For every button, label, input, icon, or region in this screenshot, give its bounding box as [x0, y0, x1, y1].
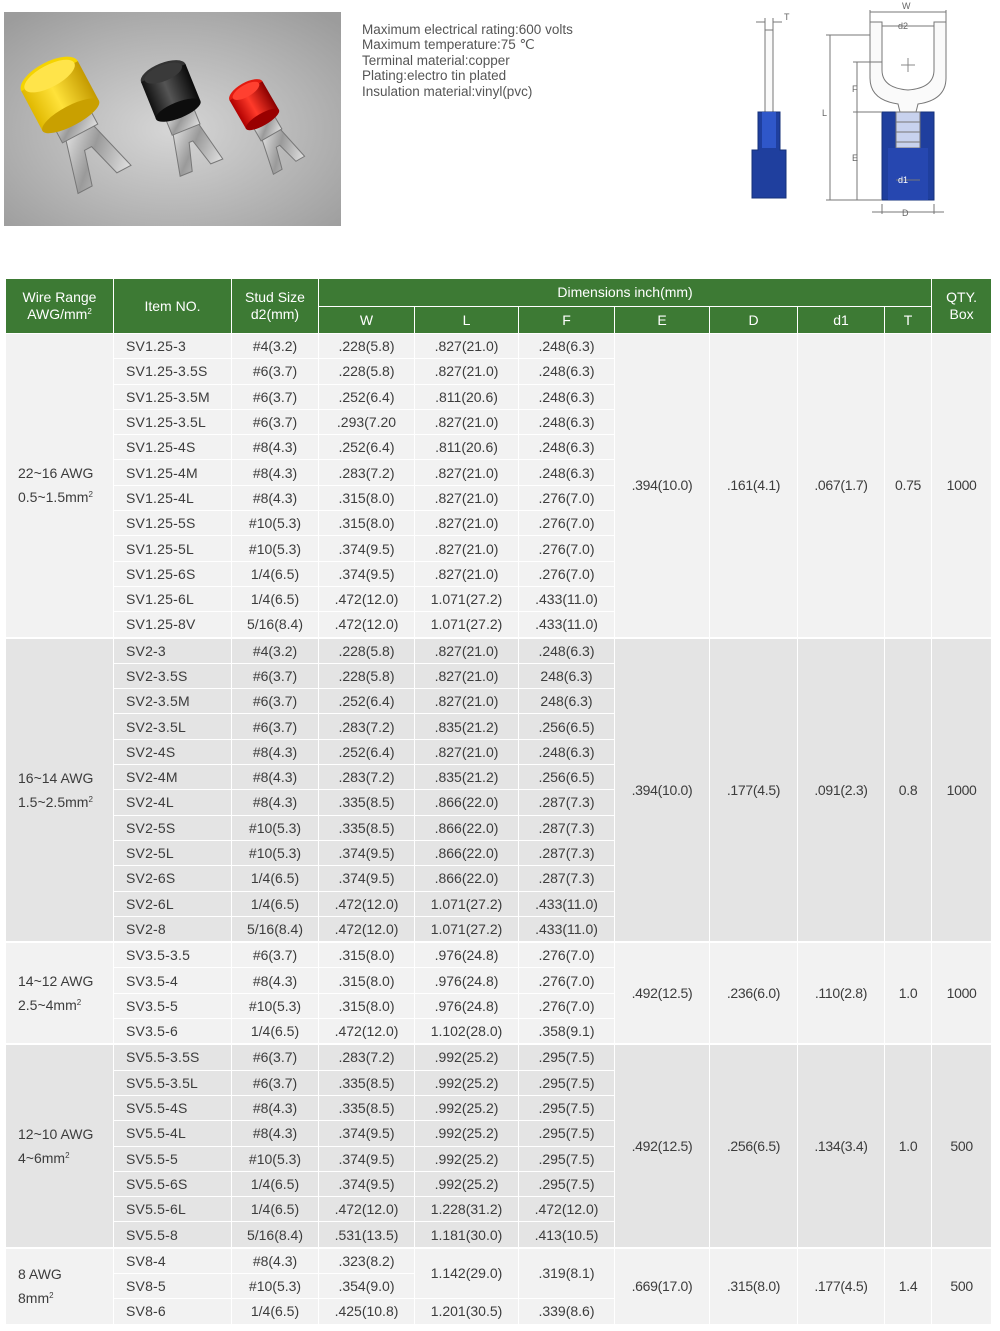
l-cell: .827(21.0) — [415, 485, 519, 510]
l-cell: 1.142(29.0) — [415, 1248, 519, 1299]
stud-size-cell: #8(4.3) — [232, 739, 319, 764]
w-cell: .374(9.5) — [319, 866, 415, 891]
w-cell: .374(9.5) — [319, 561, 415, 586]
header-wire-range: Wire Range AWG/$mm^2$ — [6, 279, 114, 334]
item-no-cell: SV1.25-3.5S — [114, 359, 232, 384]
t-cell: 0.8 — [885, 638, 932, 943]
w-cell: .283(7.2) — [319, 714, 415, 739]
wire-range-cell: 8 AWG $8mm^2$ — [6, 1248, 114, 1324]
stud-size-cell: #8(4.3) — [232, 765, 319, 790]
l-cell: .992(25.2) — [415, 1121, 519, 1146]
mm-label: 1.5~2.5mm — [18, 793, 89, 810]
awg-label: 14~12 AWG — [18, 973, 94, 990]
w-cell: .335(8.5) — [319, 790, 415, 815]
header-stud-size: Stud Size d2(mm) — [232, 279, 319, 334]
item-no-cell: SV3.5-6 — [114, 1019, 232, 1045]
front-view — [826, 10, 946, 214]
stud-size-cell: #6(3.7) — [232, 384, 319, 409]
item-no-cell: SV1.25-5S — [114, 511, 232, 536]
w-cell: .252(6.4) — [319, 384, 415, 409]
wire-range-cell: 16~14 AWG $1.5\sim 2.5mm^2$ — [6, 638, 114, 943]
mm-label: 2.5~4mm — [18, 997, 77, 1014]
item-no-cell: SV2-3 — [114, 638, 232, 664]
item-no-cell: SV2-3.5S — [114, 663, 232, 688]
f-cell: .287(7.3) — [519, 815, 615, 840]
l-cell: .992(25.2) — [415, 1044, 519, 1070]
item-no-cell: SV5.5-3.5L — [114, 1070, 232, 1095]
item-no-cell: SV3.5-5 — [114, 993, 232, 1018]
item-no-cell: SV1.25-8V — [114, 612, 232, 638]
l-cell: .827(21.0) — [415, 638, 519, 664]
f-cell: .248(6.3) — [519, 435, 615, 460]
item-no-cell: SV8-5 — [114, 1273, 232, 1298]
table-row — [6, 1044, 992, 1070]
header-qty: QTY. Box — [932, 279, 992, 334]
wire-range-cell: 22~16 AWG $0.5\sim 1.5mm^2$ — [6, 334, 114, 638]
f-cell: .295(7.5) — [519, 1171, 615, 1196]
stud-size-cell: #6(3.7) — [232, 663, 319, 688]
l-cell: .827(21.0) — [415, 359, 519, 384]
item-no-cell: SV2-6S — [114, 866, 232, 891]
l-cell: .835(21.2) — [415, 765, 519, 790]
mm-label: 4~6mm — [18, 1150, 66, 1166]
l-cell: .811(20.6) — [415, 384, 519, 409]
l-cell: .992(25.2) — [415, 1146, 519, 1171]
awg-label: 12~10 AWG — [18, 1126, 94, 1142]
item-no-cell: SV2-3.5L — [114, 714, 232, 739]
item-no-cell: SV1.25-4M — [114, 460, 232, 485]
item-no-cell: SV2-6L — [114, 891, 232, 916]
stud-size-cell: #8(4.3) — [232, 968, 319, 993]
stud-size-cell: #6(3.7) — [232, 1044, 319, 1070]
d1-cell: .110(2.8) — [798, 942, 885, 1044]
stud-size-cell: 5/16(8.4) — [232, 612, 319, 638]
item-no-cell: SV5.5-4S — [114, 1095, 232, 1120]
l-cell: 1.102(28.0) — [415, 1019, 519, 1045]
item-no-cell: SV2-4S — [114, 739, 232, 764]
table-row — [6, 334, 992, 359]
item-no-cell: SV5.5-4L — [114, 1121, 232, 1146]
item-no-cell: SV2-5L — [114, 840, 232, 865]
f-cell: .358(9.1) — [519, 1019, 615, 1045]
f-cell: .287(7.3) — [519, 840, 615, 865]
item-no-cell: SV2-5S — [114, 815, 232, 840]
l-cell: .992(25.2) — [415, 1095, 519, 1120]
stud-size-cell: #4(3.2) — [232, 334, 319, 359]
w-cell: .283(7.2) — [319, 765, 415, 790]
item-no-cell: SV3.5-3.5 — [114, 942, 232, 968]
awg-label: 8 AWG — [18, 1266, 62, 1283]
item-no-cell: SV5.5-8 — [114, 1222, 232, 1248]
header-E: E — [615, 307, 710, 334]
label-d2: d2 — [898, 21, 909, 31]
stud-size-cell: #6(3.7) — [232, 942, 319, 968]
item-no-cell: SV1.25-4L — [114, 485, 232, 510]
item-no-cell: SV8-6 — [114, 1299, 232, 1324]
item-no-cell: SV1.25-6L — [114, 586, 232, 611]
spec-insulation: Insulation material:vinyl(pvc) — [362, 83, 533, 99]
f-cell: .248(6.3) — [519, 739, 615, 764]
l-cell: .827(21.0) — [415, 409, 519, 434]
w-cell: .335(8.5) — [319, 1095, 415, 1120]
d-cell: .177(4.5) — [710, 638, 798, 943]
stud-size-cell: 1/4(6.5) — [232, 1299, 319, 1324]
header-item-no: Item NO. — [114, 279, 232, 334]
mm-label: 8mm — [18, 1290, 50, 1307]
d-cell: .256(6.5) — [710, 1044, 798, 1247]
e-cell: .394(10.0) — [615, 334, 710, 638]
specification-table — [5, 278, 992, 1325]
item-no-cell: SV5.5-6L — [114, 1197, 232, 1222]
f-cell: .287(7.3) — [519, 866, 615, 891]
stud-size-cell: #10(5.3) — [232, 511, 319, 536]
qty-cell: 1000 — [932, 638, 992, 943]
item-no-cell: SV1.25-5L — [114, 536, 232, 561]
stud-size-cell: #8(4.3) — [232, 790, 319, 815]
w-cell: .315(8.0) — [319, 511, 415, 536]
l-cell: .827(21.0) — [415, 536, 519, 561]
w-cell: .472(12.0) — [319, 1197, 415, 1222]
wire-range-cell: 12~10 AWG $4\sim 6mm^2$ — [6, 1044, 114, 1247]
f-cell: .276(7.0) — [519, 968, 615, 993]
w-cell: .283(7.2) — [319, 1044, 415, 1070]
f-cell: .276(7.0) — [519, 485, 615, 510]
w-cell: .354(9.0) — [319, 1273, 415, 1298]
stud-size-cell: #6(3.7) — [232, 689, 319, 714]
mm-label: 0.5~1.5mm — [18, 489, 89, 506]
stud-size-cell: 1/4(6.5) — [232, 586, 319, 611]
stud-size-cell: #10(5.3) — [232, 840, 319, 865]
f-cell: .472(12.0) — [519, 1197, 615, 1222]
w-cell: .374(9.5) — [319, 1121, 415, 1146]
item-no-cell: SV8-4 — [114, 1248, 232, 1274]
f-cell: .433(11.0) — [519, 612, 615, 638]
item-no-cell: SV2-3.5M — [114, 689, 232, 714]
f-cell: .295(7.5) — [519, 1095, 615, 1120]
stud-size-cell: 1/4(6.5) — [232, 866, 319, 891]
stud-size-cell: #6(3.7) — [232, 409, 319, 434]
l-cell: .866(22.0) — [415, 866, 519, 891]
stud-size-cell: #8(4.3) — [232, 485, 319, 510]
f-cell: .433(11.0) — [519, 586, 615, 611]
label-W: W — [902, 1, 911, 11]
w-cell: .252(6.4) — [319, 739, 415, 764]
l-cell: 1.181(30.0) — [415, 1222, 519, 1248]
stud-size-cell: #10(5.3) — [232, 536, 319, 561]
f-cell: 248(6.3) — [519, 663, 615, 688]
side-view — [752, 18, 786, 198]
stud-size-cell: 5/16(8.4) — [232, 1222, 319, 1248]
item-no-cell: SV1.25-3.5M — [114, 384, 232, 409]
stud-size-cell: 1/4(6.5) — [232, 1171, 319, 1196]
stud-size-cell: #8(4.3) — [232, 460, 319, 485]
f-cell: .256(6.5) — [519, 714, 615, 739]
l-cell: .827(21.0) — [415, 739, 519, 764]
stud-size-cell: #6(3.7) — [232, 1070, 319, 1095]
product-photo — [4, 12, 341, 226]
f-cell: .276(7.0) — [519, 511, 615, 536]
technical-drawing — [740, 0, 990, 225]
f-cell: .248(6.3) — [519, 384, 615, 409]
w-cell: .252(6.4) — [319, 689, 415, 714]
header-D: D — [710, 307, 798, 334]
item-no-cell: SV1.25-4S — [114, 435, 232, 460]
f-cell: .413(10.5) — [519, 1222, 615, 1248]
e-cell: .394(10.0) — [615, 638, 710, 943]
qty-cell: 500 — [932, 1248, 992, 1324]
stud-size-cell: #10(5.3) — [232, 993, 319, 1018]
l-cell: .992(25.2) — [415, 1171, 519, 1196]
l-cell: .866(22.0) — [415, 790, 519, 815]
l-cell: .992(25.2) — [415, 1070, 519, 1095]
l-cell: .976(24.8) — [415, 993, 519, 1018]
d1-cell: .177(4.5) — [798, 1248, 885, 1324]
w-cell: .374(9.5) — [319, 1146, 415, 1171]
l-cell: .811(20.6) — [415, 435, 519, 460]
l-cell: .827(21.0) — [415, 689, 519, 714]
stud-size-cell: 1/4(6.5) — [232, 891, 319, 916]
label-L: L — [822, 108, 828, 118]
d1-cell: .091(2.3) — [798, 638, 885, 943]
item-no-cell: SV2-4M — [114, 765, 232, 790]
w-cell: .472(12.0) — [319, 586, 415, 611]
l-cell: 1.228(31.2) — [415, 1197, 519, 1222]
f-cell: .339(8.6) — [519, 1299, 615, 1324]
item-no-cell: SV1.25-3.5L — [114, 409, 232, 434]
f-cell: .433(11.0) — [519, 891, 615, 916]
d-cell: .236(6.0) — [710, 942, 798, 1044]
wire-range-cell: 14~12 AWG $2.5\sim 4mm^2$ — [6, 942, 114, 1044]
l-cell: 1.071(27.2) — [415, 891, 519, 916]
f-cell: .276(7.0) — [519, 561, 615, 586]
t-cell: 0.75 — [885, 334, 932, 638]
e-cell: .492(12.5) — [615, 942, 710, 1044]
w-cell: .472(12.0) — [319, 916, 415, 942]
w-cell: .374(9.5) — [319, 536, 415, 561]
item-no-cell: SV5.5-5 — [114, 1146, 232, 1171]
qty-cell: 1000 — [932, 334, 992, 638]
f-cell: .295(7.5) — [519, 1121, 615, 1146]
header-dimensions: Dimensions inch(mm) — [319, 279, 932, 307]
header-d1: d1 — [798, 307, 885, 334]
l-cell: 1.071(27.2) — [415, 586, 519, 611]
w-cell: .315(8.0) — [319, 485, 415, 510]
spec-plating: Plating:electro tin plated — [362, 68, 507, 84]
item-no-cell: SV2-8 — [114, 916, 232, 942]
table-body — [6, 334, 992, 1325]
header-L: L — [415, 307, 519, 334]
stud-size-cell: #10(5.3) — [232, 1146, 319, 1171]
item-no-cell: SV5.5-3.5S — [114, 1044, 232, 1070]
stud-size-cell: 1/4(6.5) — [232, 561, 319, 586]
item-no-cell: SV1.25-3 — [114, 334, 232, 359]
item-no-cell: SV2-4L — [114, 790, 232, 815]
w-cell: .228(5.8) — [319, 359, 415, 384]
w-cell: .472(12.0) — [319, 1019, 415, 1045]
table-row — [6, 638, 992, 664]
f-cell: .295(7.5) — [519, 1146, 615, 1171]
w-cell: .228(5.8) — [319, 638, 415, 664]
stud-size-cell: #4(3.2) — [232, 638, 319, 664]
t-cell: 1.4 — [885, 1248, 932, 1324]
stud-size-cell: #8(4.3) — [232, 1121, 319, 1146]
f-cell: .256(6.5) — [519, 765, 615, 790]
w-cell: .228(5.8) — [319, 334, 415, 359]
stud-size-cell: #8(4.3) — [232, 435, 319, 460]
t-cell: 1.0 — [885, 942, 932, 1044]
label-d1: d1 — [898, 175, 909, 185]
f-cell: .276(7.0) — [519, 942, 615, 968]
f-cell: .295(7.5) — [519, 1044, 615, 1070]
w-cell: .283(7.2) — [319, 460, 415, 485]
w-cell: .374(9.5) — [319, 1171, 415, 1196]
f-cell: .248(6.3) — [519, 460, 615, 485]
header-F: F — [519, 307, 615, 334]
l-cell: .827(21.0) — [415, 663, 519, 688]
w-cell: .228(5.8) — [319, 663, 415, 688]
f-cell: 248(6.3) — [519, 689, 615, 714]
l-cell: 1.071(27.2) — [415, 612, 519, 638]
stud-size-cell: 1/4(6.5) — [232, 1019, 319, 1045]
w-cell: .315(8.0) — [319, 968, 415, 993]
w-cell: .472(12.0) — [319, 612, 415, 638]
t-cell: 1.0 — [885, 1044, 932, 1247]
f-cell: .433(11.0) — [519, 916, 615, 942]
awg-label: 16~14 AWG — [18, 769, 94, 786]
w-cell: .335(8.5) — [319, 815, 415, 840]
item-no-cell: SV3.5-4 — [114, 968, 232, 993]
stud-size-cell: #8(4.3) — [232, 1095, 319, 1120]
label-T: T — [784, 12, 790, 22]
l-cell: .976(24.8) — [415, 942, 519, 968]
spec-rating: Maximum electrical rating:600 volts — [362, 22, 573, 37]
f-cell: .248(6.3) — [519, 409, 615, 434]
l-cell: .827(21.0) — [415, 460, 519, 485]
w-cell: .531(13.5) — [319, 1222, 415, 1248]
stud-size-cell: #10(5.3) — [232, 1273, 319, 1298]
w-cell: .315(8.0) — [319, 993, 415, 1018]
l-cell: .866(22.0) — [415, 840, 519, 865]
f-cell: .248(6.3) — [519, 334, 615, 359]
label-E: E — [852, 153, 859, 163]
header-T: T — [885, 307, 932, 334]
stud-size-cell: #6(3.7) — [232, 359, 319, 384]
w-cell: .315(8.0) — [319, 942, 415, 968]
d1-cell: .067(1.7) — [798, 334, 885, 638]
f-cell: .248(6.3) — [519, 359, 615, 384]
spec-terminal-material: Terminal material:copper — [362, 52, 510, 68]
l-cell: .866(22.0) — [415, 815, 519, 840]
specifications — [362, 22, 573, 99]
l-cell: .827(21.0) — [415, 561, 519, 586]
f-cell: .248(6.3) — [519, 638, 615, 664]
w-cell: .293(7.20 — [319, 409, 415, 434]
e-cell: .492(12.5) — [615, 1044, 710, 1247]
f-cell: .319(8.1) — [519, 1248, 615, 1299]
item-no-cell: SV1.25-6S — [114, 561, 232, 586]
l-cell: .827(21.0) — [415, 511, 519, 536]
e-cell: .669(17.0) — [615, 1248, 710, 1324]
d-cell: .161(4.1) — [710, 334, 798, 638]
table-row — [6, 942, 992, 968]
spec-temperature: Maximum temperature:75 ℃ — [362, 37, 535, 53]
l-cell: .976(24.8) — [415, 968, 519, 993]
stud-size-cell: #6(3.7) — [232, 714, 319, 739]
qty-cell: 500 — [932, 1044, 992, 1247]
stud-size-cell: 5/16(8.4) — [232, 916, 319, 942]
stud-size-cell: #8(4.3) — [232, 1248, 319, 1274]
w-cell: .472(12.0) — [319, 891, 415, 916]
item-no-cell: SV5.5-6S — [114, 1171, 232, 1196]
label-F: F — [852, 84, 858, 94]
qty-cell: 1000 — [932, 942, 992, 1044]
f-cell: .276(7.0) — [519, 993, 615, 1018]
w-cell: .323(8.2) — [319, 1248, 415, 1274]
l-cell: .835(21.2) — [415, 714, 519, 739]
d-cell: .315(8.0) — [710, 1248, 798, 1324]
f-cell: .287(7.3) — [519, 790, 615, 815]
table-row — [6, 1248, 992, 1274]
header-W: W — [319, 307, 415, 334]
w-cell: .335(8.5) — [319, 1070, 415, 1095]
awg-label: 22~16 AWG — [18, 465, 94, 482]
l-cell: 1.071(27.2) — [415, 916, 519, 942]
stud-size-cell: #10(5.3) — [232, 815, 319, 840]
d1-cell: .134(3.4) — [798, 1044, 885, 1247]
f-cell: .276(7.0) — [519, 536, 615, 561]
w-cell: .425(10.8) — [319, 1299, 415, 1324]
f-cell: .295(7.5) — [519, 1070, 615, 1095]
l-cell: .827(21.0) — [415, 334, 519, 359]
w-cell: .374(9.5) — [319, 840, 415, 865]
stud-size-cell: 1/4(6.5) — [232, 1197, 319, 1222]
l-cell: 1.201(30.5) — [415, 1299, 519, 1324]
w-cell: .252(6.4) — [319, 435, 415, 460]
label-D: D — [902, 208, 909, 218]
